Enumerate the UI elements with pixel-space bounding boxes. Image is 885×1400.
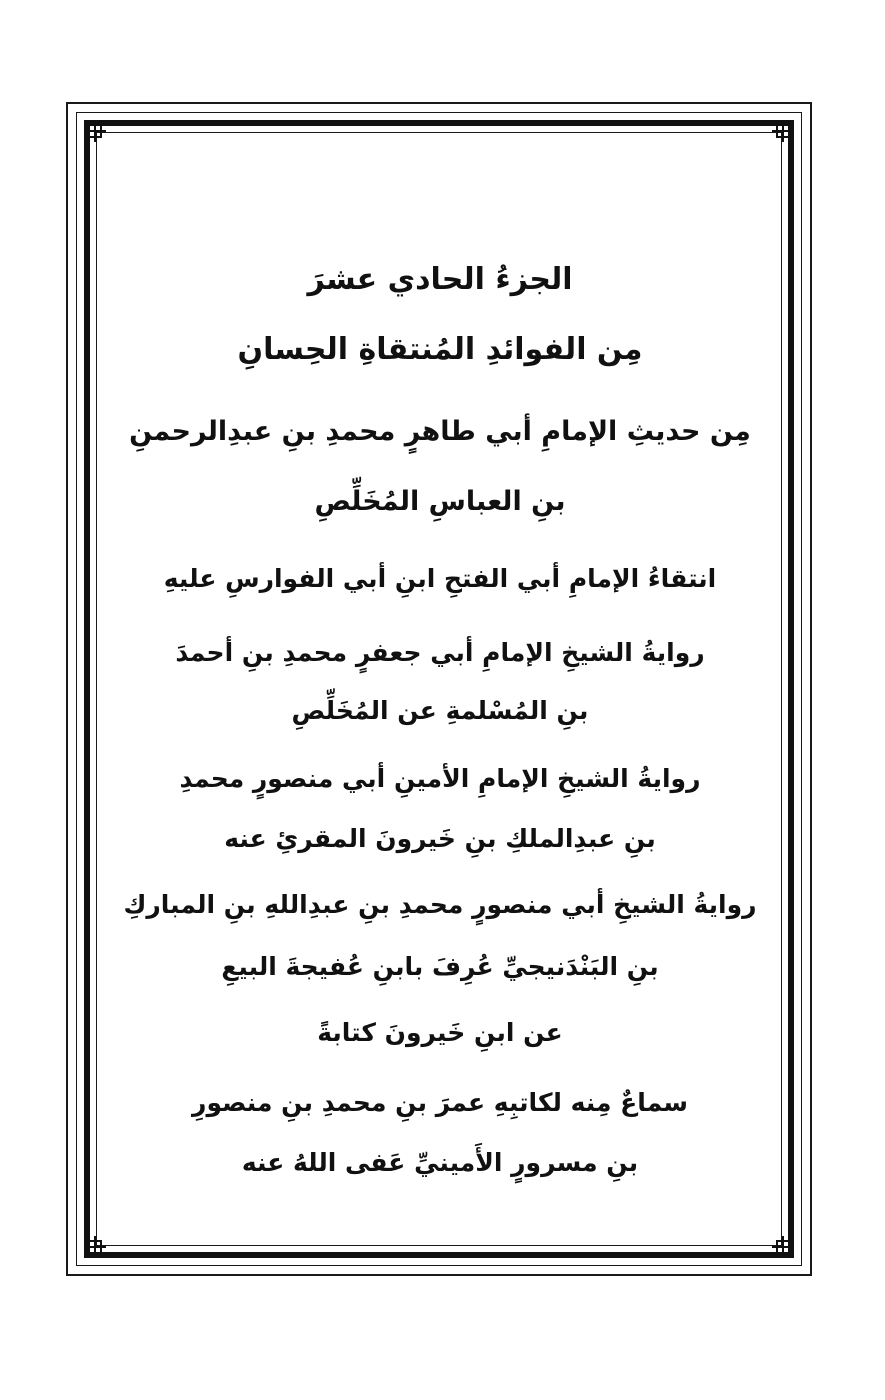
title-page-text: [110, 240, 770, 1220]
corner-ornament-icon: [84, 120, 106, 142]
transmission-line: بنِ عبدِالملكِ بنِ خَيرونَ المقرئِ عنه: [224, 824, 656, 853]
selection-line: انتقاءُ الإمامِ أبي الفتحِ ابنِ أبي الفوارسِ عليهِ: [163, 564, 717, 593]
corner-ornament-icon: [84, 1236, 106, 1258]
transmission-line: روايةُ الشيخِ الإمامِ الأمينِ أبي منصورٍ محمدِ: [179, 764, 701, 793]
volume-title: الجزءُ الحادي عشرَ: [307, 262, 573, 297]
transmission-line: بنِ البَنْدَنيجيِّ عُرِفَ بابنِ عُفيجةَ البيعِ: [221, 952, 659, 981]
book-title: مِن الفوائدِ المُنتقاةِ الحِسانِ: [237, 332, 643, 367]
transmission-line: روايةُ الشيخِ الإمامِ أبي جعفرٍ محمدِ بنِ أحمدَ: [175, 638, 705, 667]
audition-line: سماعٌ مِنه لكاتبِهِ عمرَ بنِ محمدِ بنِ منصورِ: [192, 1088, 688, 1117]
corner-ornament-icon: [772, 120, 794, 142]
transmission-line: بنِ المُسْلمةِ عن المُخَلِّصِ: [291, 696, 589, 725]
author-line: بنِ العباسِ المُخَلِّصِ: [314, 486, 566, 517]
corner-ornament-icon: [772, 1236, 794, 1258]
audition-line: بنِ مسرورٍ الأَمينيِّ عَفى اللهُ عنه: [241, 1148, 639, 1177]
author-line: مِن حديثِ الإمامِ أبي طاهرٍ محمدِ بنِ عبدِالرحمنِ: [129, 416, 751, 447]
transmission-line: عن ابنِ خَيرونَ كتابةً: [317, 1018, 563, 1047]
transmission-line: روايةُ الشيخِ أبي منصورٍ محمدِ بنِ عبدِاللهِ بنِ المباركِ: [123, 890, 757, 919]
